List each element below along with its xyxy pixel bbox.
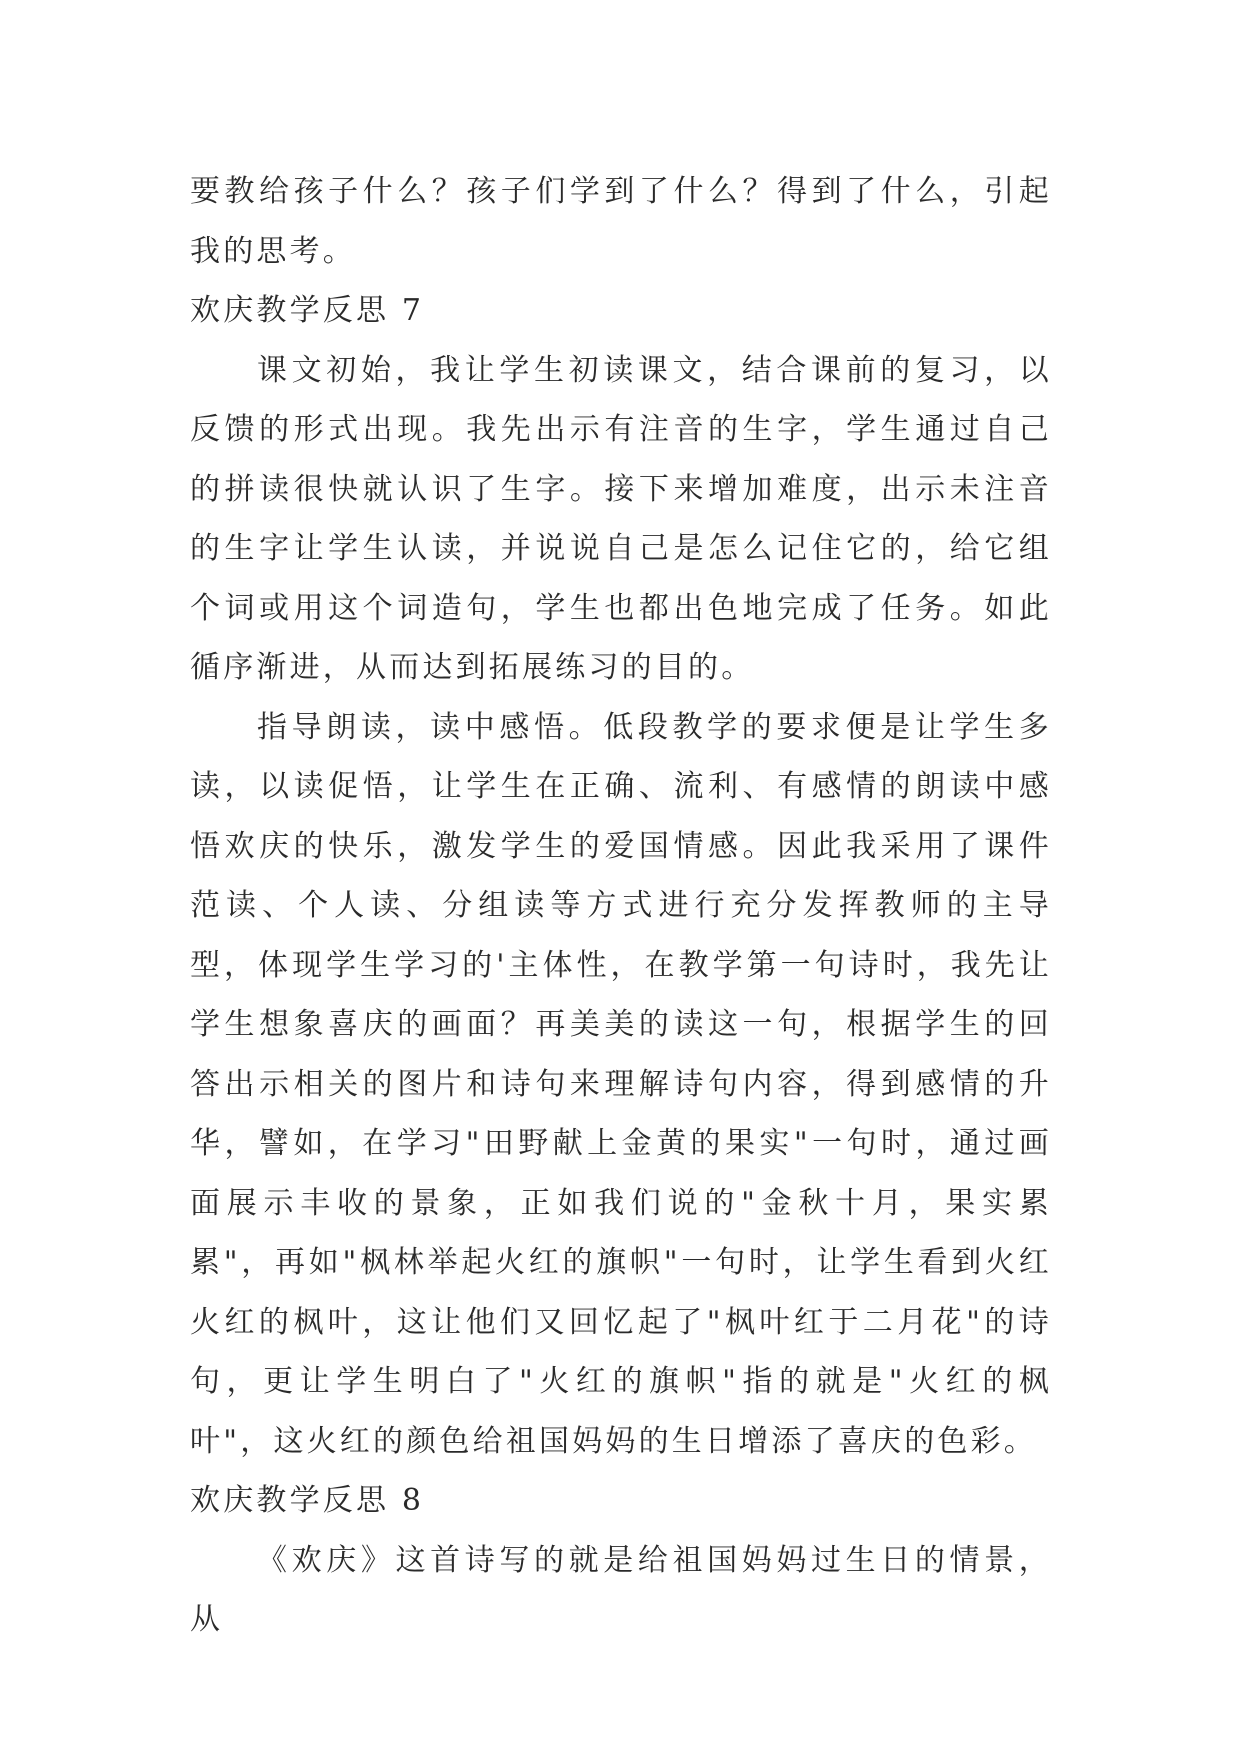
paragraph-continuation: 要教给孩子什么？孩子们学到了什么？得到了什么，引起我的思考。 bbox=[190, 174, 1052, 269]
document-page bbox=[190, 162, 1052, 1650]
section-heading-8: 欢庆教学反思 8 bbox=[190, 1483, 425, 1518]
section-heading-7: 欢庆教学反思 7 bbox=[190, 293, 425, 328]
paragraph-poem-intro: 《欢庆》这首诗写的就是给祖国妈妈过生日的情景，从 bbox=[190, 1542, 1052, 1637]
paragraph-reading-guidance: 指导朗读，读中感悟。低段教学的要求便是让学生多读，以读促悟，让学生在正确、流利、有感情的朗读中感悟欢庆的快乐，激发学生的爱国情感。因此我采用了课件范读、个人读、分组读等方式进行充分发挥教师的主导型，体现学生学习的'主体性，在教学第一句诗时，我先让学生想象喜庆的画面？再美美的读这一句，根据学生的回答出示相关的图片和诗句来理解诗句内容，得到感情的升华，譬如，在学习"田野献上金黄的果实"一句时，通过画面展示丰收的景象，正如我们说的"金秋十月，果实累累"，再如"枫林举起火红的旗帜"一句时，让学生看到火红火红的枫叶，这让他们又回忆起了"枫叶红于二月花"的诗句，更让学生明白了"火红的旗帜"指的就是"火红的枫叶"，这火红的颜色给祖国妈妈的生日增添了喜庆的色彩。 bbox=[190, 709, 1052, 1459]
paragraph-literacy: 课文初始，我让学生初读课文，结合课前的复习，以反馈的形式出现。我先出示有注音的生字，学生通过自己的拼读很快就认识了生字。接下来增加难度，出示未注音的生字让学生认读，并说说自己是怎么记住它的，给它组个词或用这个词造句，学生也都出色地完成了任务。如此循序渐进，从而达到拓展练习的目的。 bbox=[190, 352, 1052, 685]
